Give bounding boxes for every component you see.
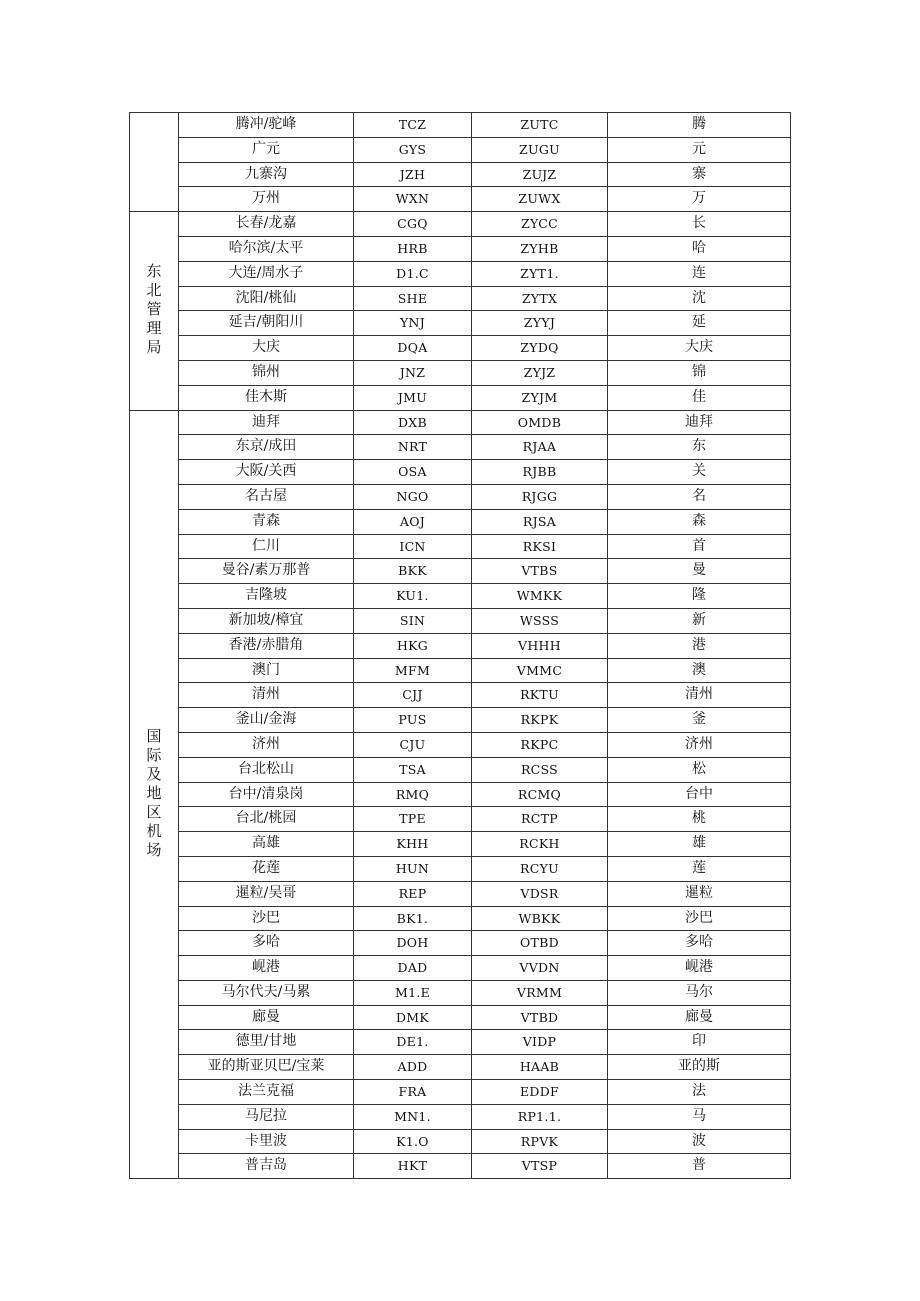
abbreviation-cell: 关 <box>608 460 791 485</box>
table-row <box>130 584 791 609</box>
iata-code-cell: FRA <box>354 1080 472 1105</box>
iata-code-cell: HKT <box>354 1154 472 1179</box>
airport-name-cell: 台中/清泉岗 <box>179 782 354 807</box>
airport-name-cell: 东京/成田 <box>179 435 354 460</box>
airport-name-cell: 德里/甘地 <box>179 1030 354 1055</box>
table-row <box>130 906 791 931</box>
table-row <box>130 807 791 832</box>
iata-code-cell: TSA <box>354 757 472 782</box>
icao-code-cell: ZUJZ <box>472 162 608 187</box>
abbreviation-cell: 连 <box>608 261 791 286</box>
iata-code-cell: BKK <box>354 559 472 584</box>
table-row <box>130 311 791 336</box>
table-row <box>130 1104 791 1129</box>
iata-code-cell: DMK <box>354 1005 472 1030</box>
abbreviation-cell: 岘港 <box>608 956 791 981</box>
abbreviation-cell: 马尔 <box>608 980 791 1005</box>
airport-name-cell: 马尔代夫/马累 <box>179 980 354 1005</box>
iata-code-cell: DAD <box>354 956 472 981</box>
abbreviation-cell: 松 <box>608 757 791 782</box>
iata-code-cell: MFM <box>354 658 472 683</box>
table-row <box>130 980 791 1005</box>
iata-code-cell: JZH <box>354 162 472 187</box>
icao-code-cell: RPVK <box>472 1129 608 1154</box>
icao-code-cell: ZYTX <box>472 286 608 311</box>
abbreviation-cell: 印 <box>608 1030 791 1055</box>
table-row <box>130 460 791 485</box>
table-row <box>130 633 791 658</box>
icao-code-cell: VVDN <box>472 956 608 981</box>
iata-code-cell: DOH <box>354 931 472 956</box>
table-row <box>130 534 791 559</box>
region-group-cell <box>130 212 179 410</box>
airport-name-cell: 沙巴 <box>179 906 354 931</box>
airport-name-cell: 暹粒/吴哥 <box>179 881 354 906</box>
icao-code-cell: RCMQ <box>472 782 608 807</box>
table-row <box>130 683 791 708</box>
table-row <box>130 559 791 584</box>
table-row <box>130 931 791 956</box>
abbreviation-cell: 雄 <box>608 832 791 857</box>
iata-code-cell: ICN <box>354 534 472 559</box>
airport-name-cell: 新加坡/樟宜 <box>179 608 354 633</box>
iata-code-cell: RMQ <box>354 782 472 807</box>
icao-code-cell: OTBD <box>472 931 608 956</box>
table-row <box>130 385 791 410</box>
abbreviation-cell: 法 <box>608 1080 791 1105</box>
airport-name-cell: 长春/龙嘉 <box>179 212 354 237</box>
iata-code-cell: NGO <box>354 484 472 509</box>
airport-name-cell: 法兰克福 <box>179 1080 354 1105</box>
icao-code-cell: RKPC <box>472 732 608 757</box>
abbreviation-cell: 延 <box>608 311 791 336</box>
region-group-label: 东北管理局 <box>146 262 162 357</box>
icao-code-cell: ZUTC <box>472 113 608 138</box>
abbreviation-cell: 哈 <box>608 236 791 261</box>
abbreviation-cell: 大庆 <box>608 336 791 361</box>
airport-code-table <box>129 112 791 1179</box>
abbreviation-cell: 沙巴 <box>608 906 791 931</box>
table-row <box>130 732 791 757</box>
iata-code-cell: SHE <box>354 286 472 311</box>
airport-name-cell: 大庆 <box>179 336 354 361</box>
iata-code-cell: GYS <box>354 137 472 162</box>
iata-code-cell: WXN <box>354 187 472 212</box>
airport-name-cell: 曼谷/素万那普 <box>179 559 354 584</box>
table-row <box>130 360 791 385</box>
iata-code-cell: JMU <box>354 385 472 410</box>
iata-code-cell: AOJ <box>354 509 472 534</box>
abbreviation-cell: 森 <box>608 509 791 534</box>
airport-name-cell: 马尼拉 <box>179 1104 354 1129</box>
icao-code-cell: VMMC <box>472 658 608 683</box>
table-row <box>130 410 791 435</box>
airport-name-cell: 香港/赤腊角 <box>179 633 354 658</box>
icao-code-cell: ZYJZ <box>472 360 608 385</box>
table-row <box>130 336 791 361</box>
table-row <box>130 435 791 460</box>
table-row <box>130 608 791 633</box>
abbreviation-cell: 港 <box>608 633 791 658</box>
airport-name-cell: 台北松山 <box>179 757 354 782</box>
table-row <box>130 1080 791 1105</box>
airport-name-cell: 多哈 <box>179 931 354 956</box>
abbreviation-cell: 济州 <box>608 732 791 757</box>
icao-code-cell: VTSP <box>472 1154 608 1179</box>
region-group-cell <box>130 113 179 212</box>
airport-name-cell: 万州 <box>179 187 354 212</box>
abbreviation-cell: 廊曼 <box>608 1005 791 1030</box>
table-row <box>130 1030 791 1055</box>
icao-code-cell: ZYDQ <box>472 336 608 361</box>
abbreviation-cell: 迪拜 <box>608 410 791 435</box>
icao-code-cell: VIDP <box>472 1030 608 1055</box>
iata-code-cell: HUN <box>354 856 472 881</box>
icao-code-cell: RJSA <box>472 509 608 534</box>
abbreviation-cell: 马 <box>608 1104 791 1129</box>
abbreviation-cell: 元 <box>608 137 791 162</box>
table-row <box>130 286 791 311</box>
iata-code-cell: CGQ <box>354 212 472 237</box>
iata-code-cell: KHH <box>354 832 472 857</box>
table-row <box>130 509 791 534</box>
abbreviation-cell: 新 <box>608 608 791 633</box>
iata-code-cell: YNJ <box>354 311 472 336</box>
abbreviation-cell: 曼 <box>608 559 791 584</box>
iata-code-cell: M1.E <box>354 980 472 1005</box>
icao-code-cell: WBKK <box>472 906 608 931</box>
icao-code-cell: RKPK <box>472 708 608 733</box>
airport-name-cell: 亚的斯亚贝巴/宝莱 <box>179 1055 354 1080</box>
airport-name-cell: 青森 <box>179 509 354 534</box>
airport-name-cell: 釜山/金海 <box>179 708 354 733</box>
airport-name-cell: 迪拜 <box>179 410 354 435</box>
airport-name-cell: 九寨沟 <box>179 162 354 187</box>
icao-code-cell: RKSI <box>472 534 608 559</box>
airport-name-cell: 吉隆坡 <box>179 584 354 609</box>
airport-name-cell: 沈阳/桃仙 <box>179 286 354 311</box>
icao-code-cell: ZYHB <box>472 236 608 261</box>
icao-code-cell: OMDB <box>472 410 608 435</box>
icao-code-cell: VTBS <box>472 559 608 584</box>
iata-code-cell: MN1. <box>354 1104 472 1129</box>
icao-code-cell: RJBB <box>472 460 608 485</box>
airport-name-cell: 高雄 <box>179 832 354 857</box>
table-row <box>130 236 791 261</box>
abbreviation-cell: 佳 <box>608 385 791 410</box>
airport-name-cell: 普吉岛 <box>179 1154 354 1179</box>
icao-code-cell: ZYCC <box>472 212 608 237</box>
abbreviation-cell: 莲 <box>608 856 791 881</box>
icao-code-cell: ZUWX <box>472 187 608 212</box>
airport-name-cell: 广元 <box>179 137 354 162</box>
iata-code-cell: CJJ <box>354 683 472 708</box>
abbreviation-cell: 桃 <box>608 807 791 832</box>
icao-code-cell: RKTU <box>472 683 608 708</box>
abbreviation-cell: 东 <box>608 435 791 460</box>
table-row <box>130 782 791 807</box>
icao-code-cell: VHHH <box>472 633 608 658</box>
table-row <box>130 212 791 237</box>
region-group-label: 国际及地区机场 <box>146 726 162 859</box>
abbreviation-cell: 名 <box>608 484 791 509</box>
abbreviation-cell: 釜 <box>608 708 791 733</box>
airport-name-cell: 延吉/朝阳川 <box>179 311 354 336</box>
icao-code-cell: VTBD <box>472 1005 608 1030</box>
iata-code-cell: TPE <box>354 807 472 832</box>
iata-code-cell: CJU <box>354 732 472 757</box>
iata-code-cell: K1.O <box>354 1129 472 1154</box>
table-row <box>130 832 791 857</box>
abbreviation-cell: 台中 <box>608 782 791 807</box>
table-row <box>130 261 791 286</box>
abbreviation-cell: 沈 <box>608 286 791 311</box>
iata-code-cell: KU1. <box>354 584 472 609</box>
icao-code-cell: RCYU <box>472 856 608 881</box>
iata-code-cell: NRT <box>354 435 472 460</box>
airport-name-cell: 卡里波 <box>179 1129 354 1154</box>
table-row <box>130 187 791 212</box>
icao-code-cell: VDSR <box>472 881 608 906</box>
airport-name-cell: 岘港 <box>179 956 354 981</box>
airport-name-cell: 腾冲/驼峰 <box>179 113 354 138</box>
table-row <box>130 757 791 782</box>
abbreviation-cell: 隆 <box>608 584 791 609</box>
airport-name-cell: 名古屋 <box>179 484 354 509</box>
icao-code-cell: HAAB <box>472 1055 608 1080</box>
iata-code-cell: REP <box>354 881 472 906</box>
abbreviation-cell: 澳 <box>608 658 791 683</box>
table-row <box>130 881 791 906</box>
iata-code-cell: OSA <box>354 460 472 485</box>
icao-code-cell: ZYT1. <box>472 261 608 286</box>
iata-code-cell: TCZ <box>354 113 472 138</box>
abbreviation-cell: 寨 <box>608 162 791 187</box>
iata-code-cell: JNZ <box>354 360 472 385</box>
iata-code-cell: DQA <box>354 336 472 361</box>
airport-name-cell: 佳木斯 <box>179 385 354 410</box>
airport-name-cell: 大连/周水子 <box>179 261 354 286</box>
table-row <box>130 856 791 881</box>
icao-code-cell: RP1.1. <box>472 1104 608 1129</box>
airport-name-cell: 济州 <box>179 732 354 757</box>
table-row <box>130 137 791 162</box>
iata-code-cell: DXB <box>354 410 472 435</box>
airport-name-cell: 大阪/关西 <box>179 460 354 485</box>
icao-code-cell: ZUGU <box>472 137 608 162</box>
iata-code-cell: PUS <box>354 708 472 733</box>
airport-name-cell: 清州 <box>179 683 354 708</box>
airport-name-cell: 廊曼 <box>179 1005 354 1030</box>
table-row <box>130 1154 791 1179</box>
icao-code-cell: EDDF <box>472 1080 608 1105</box>
table-row <box>130 658 791 683</box>
abbreviation-cell: 暹粒 <box>608 881 791 906</box>
table-row <box>130 956 791 981</box>
iata-code-cell: BK1. <box>354 906 472 931</box>
airport-name-cell: 锦州 <box>179 360 354 385</box>
airport-table-body <box>130 113 791 1179</box>
table-row <box>130 1005 791 1030</box>
icao-code-cell: RCSS <box>472 757 608 782</box>
icao-code-cell: RJAA <box>472 435 608 460</box>
iata-code-cell: ADD <box>354 1055 472 1080</box>
icao-code-cell: ZYYJ <box>472 311 608 336</box>
icao-code-cell: ZYJM <box>472 385 608 410</box>
iata-code-cell: HRB <box>354 236 472 261</box>
abbreviation-cell: 腾 <box>608 113 791 138</box>
iata-code-cell: SIN <box>354 608 472 633</box>
table-row <box>130 1129 791 1154</box>
abbreviation-cell: 清州 <box>608 683 791 708</box>
abbreviation-cell: 万 <box>608 187 791 212</box>
icao-code-cell: RCKH <box>472 832 608 857</box>
icao-code-cell: RCTP <box>472 807 608 832</box>
abbreviation-cell: 普 <box>608 1154 791 1179</box>
airport-name-cell: 花莲 <box>179 856 354 881</box>
region-group-cell <box>130 410 179 1179</box>
table-row <box>130 113 791 138</box>
abbreviation-cell: 首 <box>608 534 791 559</box>
icao-code-cell: WSSS <box>472 608 608 633</box>
table-row <box>130 162 791 187</box>
icao-code-cell: VRMM <box>472 980 608 1005</box>
abbreviation-cell: 波 <box>608 1129 791 1154</box>
airport-name-cell: 哈尔滨/太平 <box>179 236 354 261</box>
iata-code-cell: DE1. <box>354 1030 472 1055</box>
airport-name-cell: 澳门 <box>179 658 354 683</box>
airport-name-cell: 台北/桃园 <box>179 807 354 832</box>
icao-code-cell: RJGG <box>472 484 608 509</box>
abbreviation-cell: 锦 <box>608 360 791 385</box>
abbreviation-cell: 亚的斯 <box>608 1055 791 1080</box>
abbreviation-cell: 多哈 <box>608 931 791 956</box>
table-row <box>130 708 791 733</box>
table-row <box>130 1055 791 1080</box>
iata-code-cell: D1.C <box>354 261 472 286</box>
icao-code-cell: WMKK <box>472 584 608 609</box>
abbreviation-cell: 长 <box>608 212 791 237</box>
iata-code-cell: HKG <box>354 633 472 658</box>
airport-name-cell: 仁川 <box>179 534 354 559</box>
table-row <box>130 484 791 509</box>
